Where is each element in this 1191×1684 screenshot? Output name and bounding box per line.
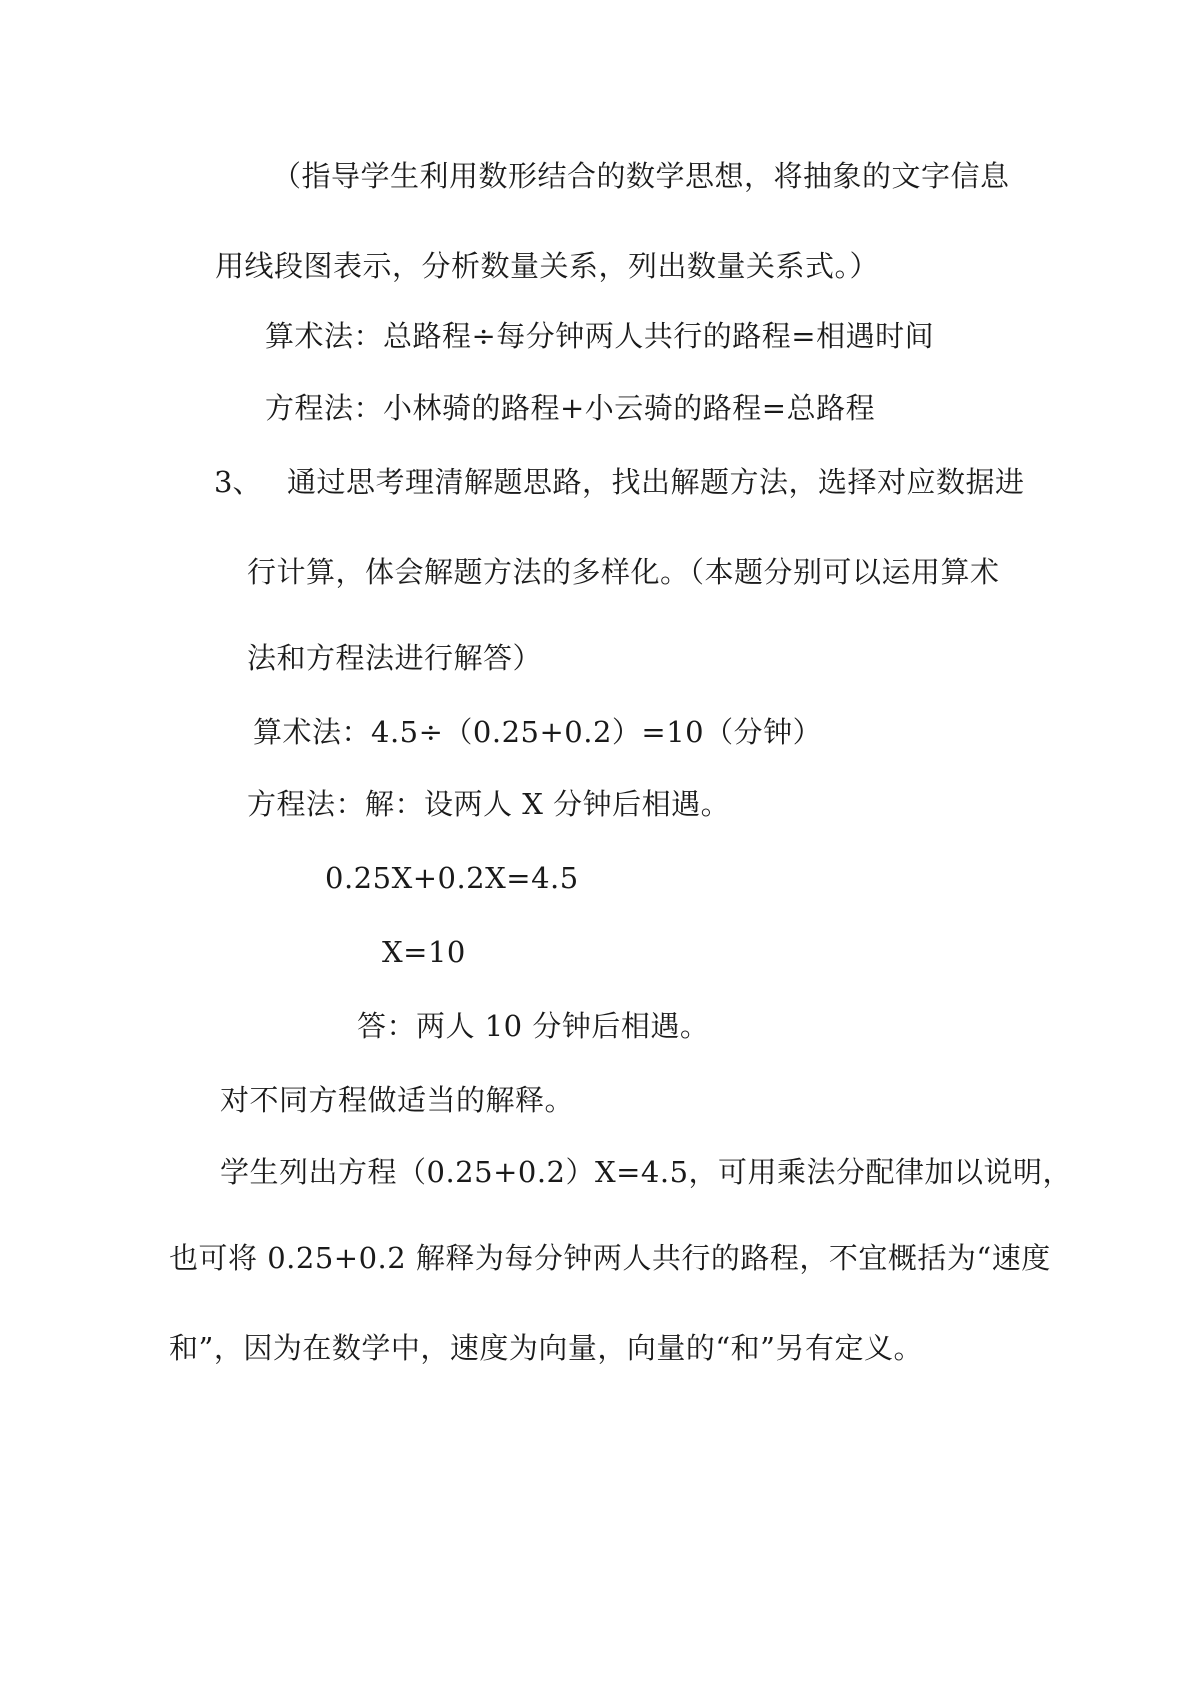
paragraph-line: 和”，因为在数学中，速度为向量，向量的“和”另有定义。 [169, 1331, 923, 1365]
paragraph-line: 也可将 0.25+0.2 解释为每分钟两人共行的路程，不宜概括为“速度 [169, 1241, 1051, 1275]
paragraph-line: 学生列出方程（0.25+0.2）X=4.5，可用乘法分配律加以说明， [220, 1155, 1073, 1189]
paragraph-line: 对不同方程做适当的解释。 [220, 1083, 575, 1117]
equation-method-line: 方程法：小林骑的路程+小云骑的路程=总路程 [265, 391, 876, 425]
list-item-text: 法和方程法进行解答） [247, 641, 543, 675]
paragraph-line: 用线段图表示，分析数量关系，列出数量关系式。） [215, 249, 880, 283]
list-item-text: 行计算，体会解题方法的多样化。（本题分别可以运用算术 [247, 555, 1000, 589]
answer-line: 答：两人 10 分钟后相遇。 [357, 1009, 710, 1043]
list-item-text: 通过思考理清解题思路，找出解题方法，选择对应数据进 [287, 465, 1025, 499]
equation-step: X=10 [382, 935, 466, 969]
equation-solution: 方程法：解：设两人 X 分钟后相遇。 [247, 787, 731, 821]
paragraph-line: （指导学生利用数形结合的数学思想，将抽象的文字信息 [272, 159, 1010, 193]
list-number: 3、 [214, 465, 262, 499]
equation-step: 0.25X+0.2X=4.5 [325, 861, 579, 895]
arithmetic-solution: 算术法：4.5÷（0.25+0.2）=10（分钟） [253, 715, 823, 749]
arithmetic-method-line: 算术法：总路程÷每分钟两人共行的路程=相遇时间 [265, 319, 935, 353]
